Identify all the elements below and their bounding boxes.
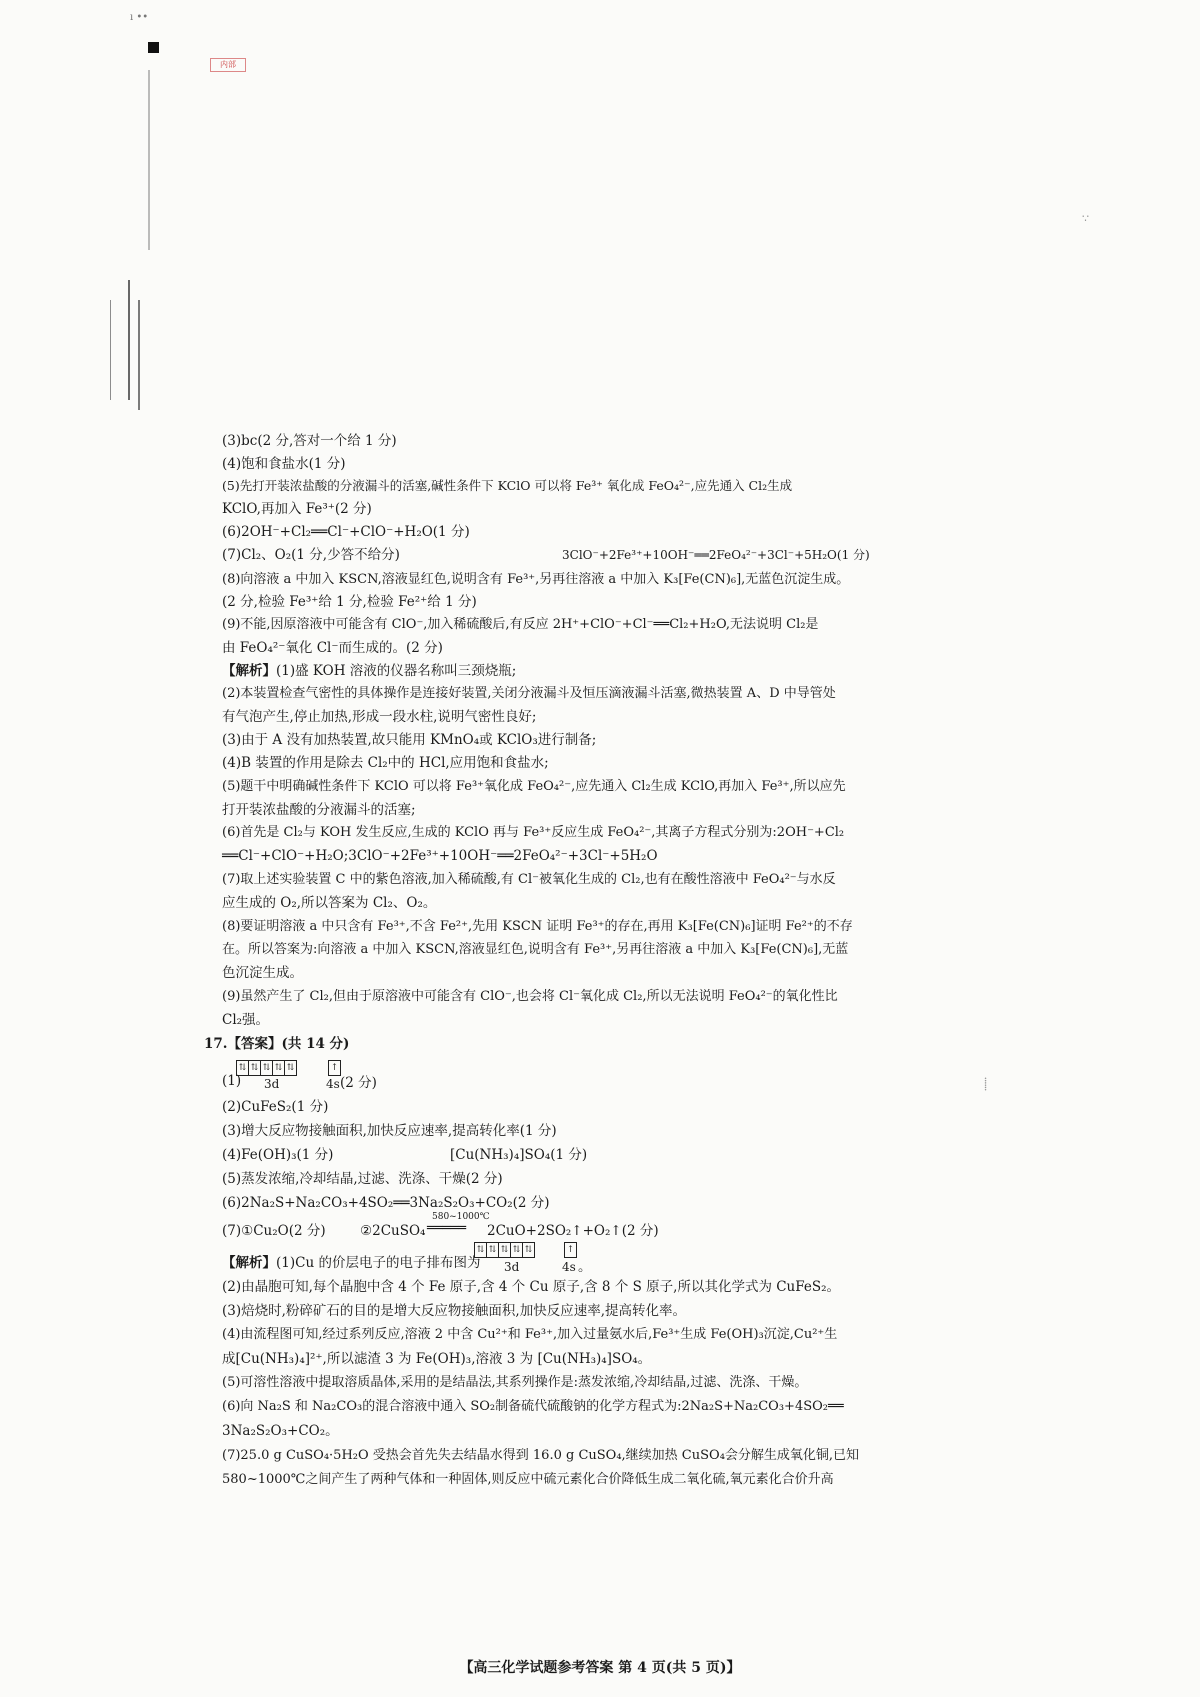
answer-17-6: (6)2Na₂S+Na₂CO₃+4SO₂══3Na₂S₂O₃+CO₂(2 分)	[222, 1195, 550, 1211]
analysis-16-p2b: 有气泡产生,停止加热,形成一段水柱,说明气密性良好;	[222, 709, 537, 725]
analysis-16-p3: (3)由于 A 没有加热装置,故只能用 KMnO₄或 KClO₃进行制备;	[222, 732, 597, 748]
answer-17-1-suffix: (2 分)	[340, 1075, 377, 1091]
scan-corner-mark	[148, 42, 159, 53]
orbital-box: ⇅	[486, 1242, 499, 1258]
binding-line	[110, 300, 111, 400]
analysis-16-p5a: (5)题干中明确碱性条件下 KClO 可以将 Fe³⁺氧化成 FeO₄²⁻,应先通入 Cl₂生成 KClO,再加入 Fe³⁺,所以应先	[222, 779, 846, 794]
analysis-17-p3: (3)焙烧时,粉碎矿石的目的是增大反应物接触面积,加快反应速率,提高转化率。	[222, 1303, 686, 1319]
analysis-16-p4: (4)B 装置的作用是除去 Cl₂中的 HCl,应用饱和食盐水;	[222, 755, 549, 771]
analysis-17-p6a: (6)向 Na₂S 和 Na₂CO₃的混合溶液中通入 SO₂制备硫代硫酸钠的化学方程式为:2Na₂S+Na₂CO₃+4SO₂══	[222, 1399, 844, 1414]
orbital-box: ⇅	[236, 1060, 249, 1076]
orbital-box: ⇅	[510, 1242, 523, 1258]
analysis-17-p1	[222, 1254, 480, 1272]
analysis-17-p4a: (4)由流程图可知,经过系列反应,溶液 2 中含 Cu²⁺和 Fe³⁺,加入过量氨水后,Fe³⁺生成 Fe(OH)₃沉淀,Cu²⁺生	[222, 1327, 838, 1342]
answer-16-7: (7)Cl₂、O₂(1 分,少答不给分)	[222, 547, 400, 563]
reaction-condition: 580~1000℃	[432, 1212, 490, 1222]
stamp: 内部	[210, 58, 246, 72]
answer-17-2: (2)CuFeS₂(1 分)	[222, 1099, 329, 1115]
analysis-heading: 【解析】	[222, 663, 276, 679]
answer-17-7b-left: ②2CuSO₄	[360, 1223, 426, 1239]
page-footer: 【高三化学试题参考答案 第 4 页(共 5 页)】	[459, 1660, 741, 1676]
analysis-16-p8a: (8)要证明溶液 a 中只含有 Fe³⁺,不含 Fe²⁺,先用 KSCN 证明 Fe³⁺的存在,再用 K₃[Fe(CN)₆]证明 Fe²⁺的不存	[222, 919, 853, 934]
analysis-17-p6b: 3Na₂S₂O₃+CO₂。	[222, 1423, 339, 1439]
answer-17-5: (5)蒸发浓缩,冷却结晶,过滤、洗涤、干燥(2 分)	[222, 1171, 503, 1187]
answer-16-3: (3)bc(2 分,答对一个给 1 分)	[222, 433, 397, 449]
orbital-3d	[474, 1242, 534, 1258]
orbital-box: ⇅	[522, 1242, 535, 1258]
analysis-16-p8b: 在。所以答案为:向溶液 a 中加入 KSCN,溶液显红色,说明含有 Fe³⁺,另再往溶液 a 中加入 K₃[Fe(CN)₆],无蓝	[222, 942, 849, 957]
analysis-16-p7a: (7)取上述实验装置 C 中的紫色溶液,加入稀硫酸,有 Cl⁻被氧化生成的 Cl₂,也有在酸性溶液中 FeO₄²⁻与水反	[222, 872, 836, 887]
analysis-17-p7a: (7)25.0 g CuSO₄·5H₂O 受热会首先失去结晶水得到 16.0 g CuSO₄,继续加热 CuSO₄会分解生成氧化铜,已知	[222, 1448, 860, 1463]
analysis-heading: 【解析】	[222, 1255, 276, 1271]
orbital-box: ⇅	[248, 1060, 261, 1076]
answer-16-8b: (2 分,检验 Fe³⁺给 1 分,检验 Fe²⁺给 1 分)	[222, 594, 477, 610]
binding-line	[148, 70, 150, 250]
analysis-16-p5b: 打开装浓盐酸的分液漏斗的活塞;	[222, 802, 416, 818]
orbital-4s	[328, 1060, 340, 1076]
answer-17-4a: (4)Fe(OH)₃(1 分)	[222, 1147, 334, 1163]
answer-16-8a: (8)向溶液 a 中加入 KSCN,溶液显红色,说明含有 Fe³⁺,另再往溶液 a 中加入 K₃[Fe(CN)₆],无蓝色沉淀生成。	[222, 572, 850, 587]
answer-16-5b: KClO,再加入 Fe³⁺(2 分)	[222, 501, 372, 517]
analysis-16-p7b: 应生成的 O₂,所以答案为 Cl₂、O₂。	[222, 895, 437, 911]
analysis-16-p8c: 色沉淀生成。	[222, 965, 303, 981]
orbital-box: ⇅	[474, 1242, 487, 1258]
analysis-16-text: (1)盛 KOH 溶液的仪器名称叫三颈烧瓶;	[276, 663, 517, 679]
answer-17-3: (3)增大反应物接触面积,加快反应速率,提高转化率(1 分)	[222, 1123, 557, 1139]
answer-16-9b: 由 FeO₄²⁻氧化 Cl⁻而生成的。(2 分)	[222, 640, 443, 656]
answer-16-4: (4)饱和食盐水(1 分)	[222, 456, 346, 472]
analysis-17-p5: (5)可溶性溶液中提取溶质晶体,采用的是结晶法,其系列操作是:蒸发浓缩,冷却结晶,过滤、洗涤、干燥。	[222, 1375, 808, 1390]
binding-line	[138, 300, 140, 410]
scan-speck: ∵	[1082, 212, 1089, 225]
analysis-17-text: (1)Cu 的价层电子的电子排布图为	[276, 1255, 481, 1271]
analysis-17-p1-end: 。	[578, 1259, 592, 1275]
analysis-16-p9a: (9)虽然产生了 Cl₂,但由于原溶液中可能含有 ClO⁻,也会将 Cl⁻氧化成 Cl₂,所以无法说明 FeO₄²⁻的氧化性比	[222, 989, 838, 1004]
orbital-box: ↑	[328, 1060, 341, 1076]
answer-16-6: (6)2OH⁻+Cl₂══Cl⁻+ClO⁻+H₂O(1 分)	[222, 524, 470, 540]
orbital-4s	[564, 1242, 576, 1258]
scan-scribble: ı ••	[130, 12, 149, 23]
orbital-box: ⇅	[272, 1060, 285, 1076]
answer-16-9a: (9)不能,因原溶液中可能含有 ClO⁻,加入稀硫酸后,有反应 2H⁺+ClO⁻+Cl⁻══Cl₂+H₂O,无法说明 Cl₂是	[222, 617, 819, 632]
orbital-box: ⇅	[498, 1242, 511, 1258]
orbital-box: ↑	[564, 1242, 577, 1258]
answer-17-7b-right: 2CuO+2SO₂↑+O₂↑(2 分)	[487, 1223, 659, 1239]
answer-17-4b: [Cu(NH₃)₄]SO₄(1 分)	[450, 1147, 588, 1163]
answer-17-7a: (7)①Cu₂O(2 分)	[222, 1223, 326, 1239]
scan-speck: ⸽	[984, 1077, 988, 1091]
equation-arrow: ═════	[427, 1221, 467, 1236]
binding-line	[128, 280, 130, 400]
answer-17-1-prefix: (1)	[222, 1073, 242, 1089]
orbital-label-3d: 3d	[504, 1260, 520, 1274]
analysis-16-p6a: (6)首先是 Cl₂与 KOH 发生反应,生成的 KClO 再与 Fe³⁺反应生成 FeO₄²⁻,其离子方程式分别为:2OH⁻+Cl₂	[222, 825, 845, 840]
orbital-3d	[236, 1060, 296, 1076]
analysis-16-p9b: Cl₂强。	[222, 1012, 270, 1028]
orbital-box: ⇅	[260, 1060, 273, 1076]
orbital-box: ⇅	[284, 1060, 297, 1076]
analysis-17-p4b: 成[Cu(NH₃)₄]²⁺,所以滤渣 3 为 Fe(OH)₃,溶液 3 为 [Cu(NH₃)₄]SO₄。	[222, 1351, 652, 1367]
analysis-16-p2a: (2)本装置检查气密性的具体操作是连接好装置,关闭分液漏斗及恒压滴液漏斗活塞,微热装置 A、D 中导管处	[222, 686, 836, 701]
answer-16-5a: (5)先打开装浓盐酸的分液漏斗的活塞,碱性条件下 KClO 可以将 Fe³⁺ 氧化成 FeO₄²⁻,应先通入 Cl₂生成	[222, 478, 793, 493]
orbital-label-3d: 3d	[264, 1077, 280, 1091]
orbital-label-4s: 4s	[562, 1260, 576, 1274]
answer-16-6b: 3ClO⁻+2Fe³⁺+10OH⁻══2FeO₄²⁻+3Cl⁻+5H₂O(1 分)	[562, 548, 870, 562]
answer-17-heading: 17.【答案】(共 14 分)	[204, 1036, 350, 1052]
analysis-16-p6b: ══Cl⁻+ClO⁻+H₂O;3ClO⁻+2Fe³⁺+10OH⁻══2FeO₄²⁻+3Cl⁻+5H₂O	[222, 848, 658, 864]
orbital-label-4s: 4s	[326, 1077, 340, 1091]
analysis-17-p7b: 580~1000℃之间产生了两种气体和一种固体,则反应中硫元素化合价降低生成二氧化硫,氧元素化合价升高	[222, 1472, 834, 1487]
analysis-17-p2: (2)由晶胞可知,每个晶胞中含 4 个 Fe 原子,含 4 个 Cu 原子,含 8 个 S 原子,所以其化学式为 CuFeS₂。	[222, 1279, 841, 1295]
analysis-16-p1	[222, 662, 516, 680]
